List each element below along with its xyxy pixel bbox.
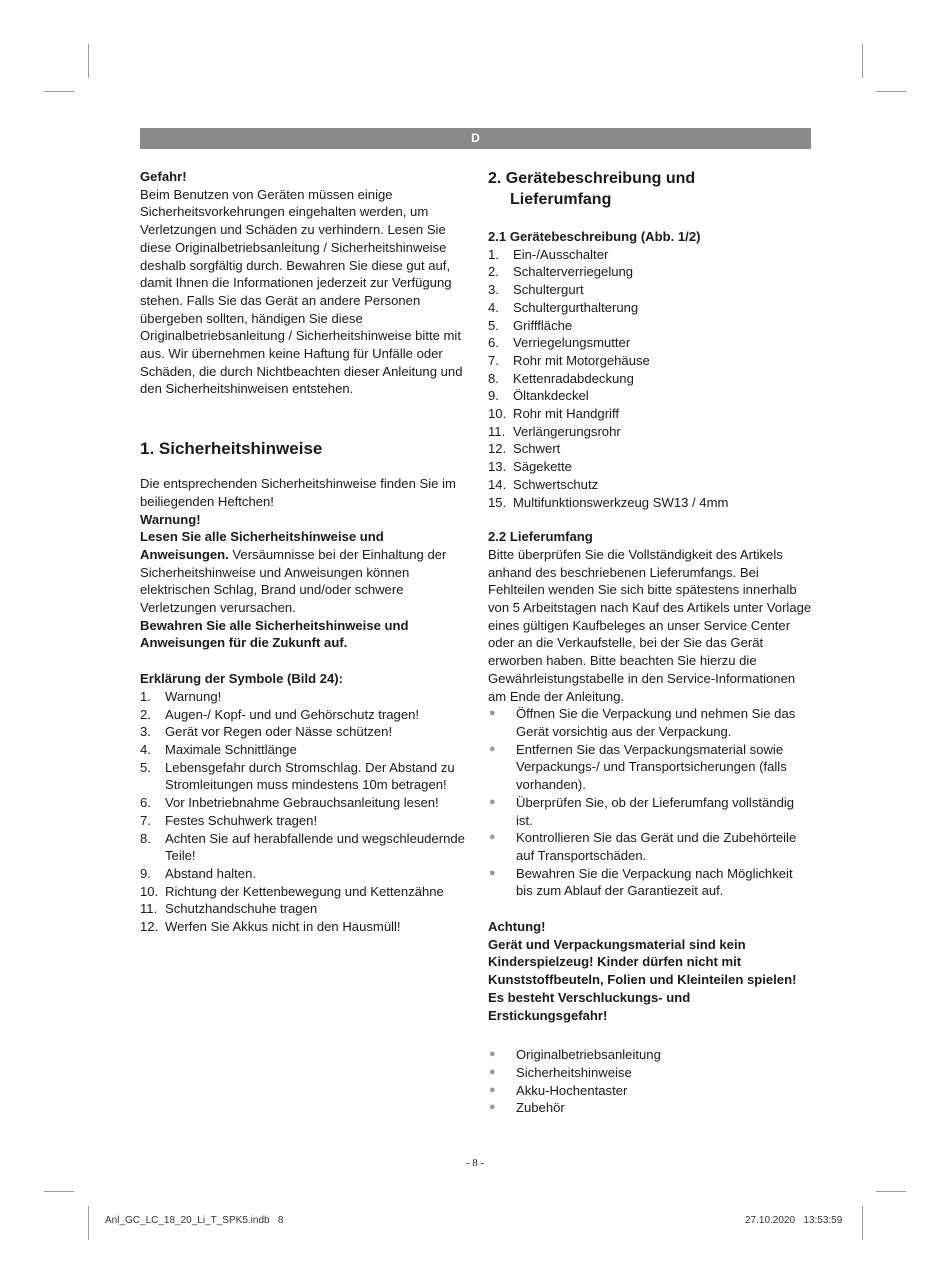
list-item: 5. Grifffläche xyxy=(488,317,573,333)
list-item: 7. Festes Schuhwerk tragen! xyxy=(140,812,318,828)
list-item: 6. Verriegelungsmutter xyxy=(488,335,631,351)
bullet-icon: ● xyxy=(489,707,496,720)
list-item: ● Kontrollieren Sie das Gerät und die Zubehörteile auf Transportschäden. xyxy=(489,830,797,863)
footer-datetime: 27.10.2020 13:53:59 xyxy=(745,1215,843,1226)
list-item: ● Sicherheitshinweise xyxy=(489,1064,632,1080)
warning-paragraph xyxy=(140,528,468,617)
list-item: 9. Öltankdeckel xyxy=(488,388,589,404)
section1-intro: Die entsprechenden Sicherheitshinweise finden Sie im beiliegenden Heftchen! xyxy=(140,476,456,509)
list-item: 12. Schwert xyxy=(488,441,561,457)
list-item: 14. Schwertschutz xyxy=(488,476,599,492)
crop-mark xyxy=(88,44,89,78)
list-item: 11. Verlängerungsrohr xyxy=(488,423,621,439)
list-item: 13. Sägekette xyxy=(488,459,572,475)
contents-list xyxy=(488,1046,812,1117)
delivery-text: Bitte überprüfen Sie die Vollständigkeit des Artikels anhand des beschriebenen Lieferumfangs. Bei Fehlteilen wenden Sie sich bitte spätestens innerhalb von 5 Arbeitstagen nach Kauf des Artikels unter Vorlage eines gültigen Kaufbeleges an unser Service Center oder an die Verkaufstelle, bei der Sie das Gerät erworben haben. Bitte beachten Sie hierzu die Gewährleistungstabelle in den Service-Informationen am Ende der Anleitung. xyxy=(488,546,812,704)
footer-filename: Anl_GC_LC_18_20_Li_T_SPK5.indb 8 xyxy=(105,1215,284,1226)
crop-mark xyxy=(876,91,906,92)
crop-mark xyxy=(44,91,74,92)
list-item: ● Zubehör xyxy=(489,1100,565,1116)
bullet-icon: ● xyxy=(489,1101,496,1114)
bullet-icon: ● xyxy=(489,795,496,808)
list-item: ● Öffnen Sie die Verpackung und nehmen Sie das Gerät vorsichtig aus der Verpackung. xyxy=(489,706,796,739)
list-item: 1. Ein-/Ausschalter xyxy=(488,246,609,262)
subsection-2-1-title: 2.1 Gerätebeschreibung (Abb. 1/2) xyxy=(488,229,701,244)
warning-title: Warnung! xyxy=(140,511,201,527)
bullet-icon: ● xyxy=(489,831,496,844)
list-item: 12. Werfen Sie Akkus nicht in den Hausmüll! xyxy=(140,919,401,935)
left-column xyxy=(140,168,468,936)
list-item: ● Entfernen Sie das Verpackungsmaterial sowie Verpackungs-/ und Transportsicherungen (falls vorhanden). xyxy=(489,741,787,793)
list-item: 11. Schutzhandschuhe tragen xyxy=(140,901,318,917)
list-item: 1. Warnung! xyxy=(140,688,222,704)
list-item: ● Originalbetriebsanleitung xyxy=(489,1047,661,1063)
crop-mark xyxy=(876,1191,906,1192)
crop-mark xyxy=(88,1206,89,1240)
symbols-title: Erklärung der Symbole (Bild 24): xyxy=(140,671,343,687)
list-item: ● Überprüfen Sie, ob der Lieferumfang vollständig ist. xyxy=(489,794,795,828)
warning-bold: Lesen Sie alle Sicherheitshinweise und Anweisungen. xyxy=(140,529,384,562)
list-item: 9. Abstand halten. xyxy=(140,865,256,881)
list-item: 8. Kettenradabdeckung xyxy=(488,370,634,386)
list-item: 10. Richtung der Kettenbewegung und Kettenzähne xyxy=(140,883,444,899)
list-item: ● Akku-Hochentaster xyxy=(489,1082,628,1098)
warning-text: Versäumnisse bei der Einhaltung der Sicherheitshinweise und Anweisungen können elektrischen Schlag, Brand und/oder schwere Verletzungen verursachen. xyxy=(140,546,447,616)
list-item: 2. Schalterverriegelung xyxy=(488,264,634,280)
bullet-icon: ● xyxy=(489,866,496,879)
parts-list xyxy=(488,246,812,512)
bullet-icon: ● xyxy=(489,742,496,755)
crop-mark xyxy=(44,1191,74,1192)
list-item: 4. Maximale Schnittlänge xyxy=(140,741,297,757)
bullet-icon: ● xyxy=(489,1083,496,1096)
list-item: 8. Achten Sie auf herabfallende und wegschleudernde Teile! xyxy=(140,830,465,864)
list-item: ● Bewahren Sie die Verpackung nach Möglichkeit bis zum Ablauf der Garantiezeit auf. xyxy=(489,865,793,899)
bullet-icon: ● xyxy=(489,1065,496,1078)
list-item: 5. Lebensgefahr durch Stromschlag. Der Abstand zu Stromleitungen muss mindestens 10m betragen! xyxy=(140,759,455,793)
list-item: 3. Schultergurt xyxy=(488,282,584,298)
list-item: 7. Rohr mit Motorgehäuse xyxy=(488,352,650,368)
symbols-list xyxy=(140,688,468,936)
right-column xyxy=(488,168,812,1117)
crop-mark xyxy=(862,1206,863,1240)
list-item: 10. Rohr mit Handgriff xyxy=(488,406,620,422)
list-item: 6. Vor Inbetriebnahme Gebrauchsanleitung lesen! xyxy=(140,795,439,811)
list-item: 4. Schultergurthalterung xyxy=(488,299,639,315)
danger-text: Beim Benutzen von Geräten müssen einige Sicherheitsvorkehrungen eingehalten werden, um Verletzungen und Schäden zu verhindern. Lesen Sie diese Originalbetriebsanleitung / Sicherheitshinweise deshalb sorgfältig durch. Bewahren Sie diese gut auf, damit Ihnen die Informationen jederzeit zur Verfügung stehen. Falls Sie das Gerät an andere Personen übergeben sollten, händigen Sie diese Originalbetriebsanleitung / Sicherheitshinweise bitte mit aus. Wir übernehmen keine Haftung für Unfälle oder Schäden, die durch Nichtbeachten dieser Anleitung und den Sicherheitshinweisen entstehen. xyxy=(140,186,463,397)
attention-text: Gerät und Verpackungsmaterial sind kein Kinderspielzeug! Kinder dürfen nicht mit Kunststoffbeuteln, Folien und Kleinteilen spielen! Es besteht Verschluckungs- und Erstickungsgefahr! xyxy=(488,936,797,1023)
list-item: 2. Augen-/ Kopf- und und Gehörschutz tragen! xyxy=(140,706,420,722)
delivery-steps xyxy=(488,705,812,900)
list-item: 15. Multifunktionswerkzeug SW13 / 4mm xyxy=(488,494,729,510)
keep-instructions: Bewahren Sie alle Sicherheitshinweise und Anweisungen für die Zukunft auf. xyxy=(140,617,409,651)
danger-title: Gefahr! xyxy=(140,169,187,184)
language-header-bar: D xyxy=(140,128,811,149)
page-number: - 8 - xyxy=(465,1157,485,1169)
section2-title: 2. Gerätebeschreibung und Lieferumfang xyxy=(488,170,696,208)
section1-title: 1. Sicherheitshinweise xyxy=(140,439,323,459)
bullet-icon: ● xyxy=(489,1048,496,1061)
list-item: 3. Gerät vor Regen oder Nässe schützen! xyxy=(140,724,393,740)
subsection-2-2-title: 2.2 Lieferumfang xyxy=(488,529,593,545)
attention-title: Achtung! xyxy=(488,919,546,935)
crop-mark xyxy=(862,44,863,78)
